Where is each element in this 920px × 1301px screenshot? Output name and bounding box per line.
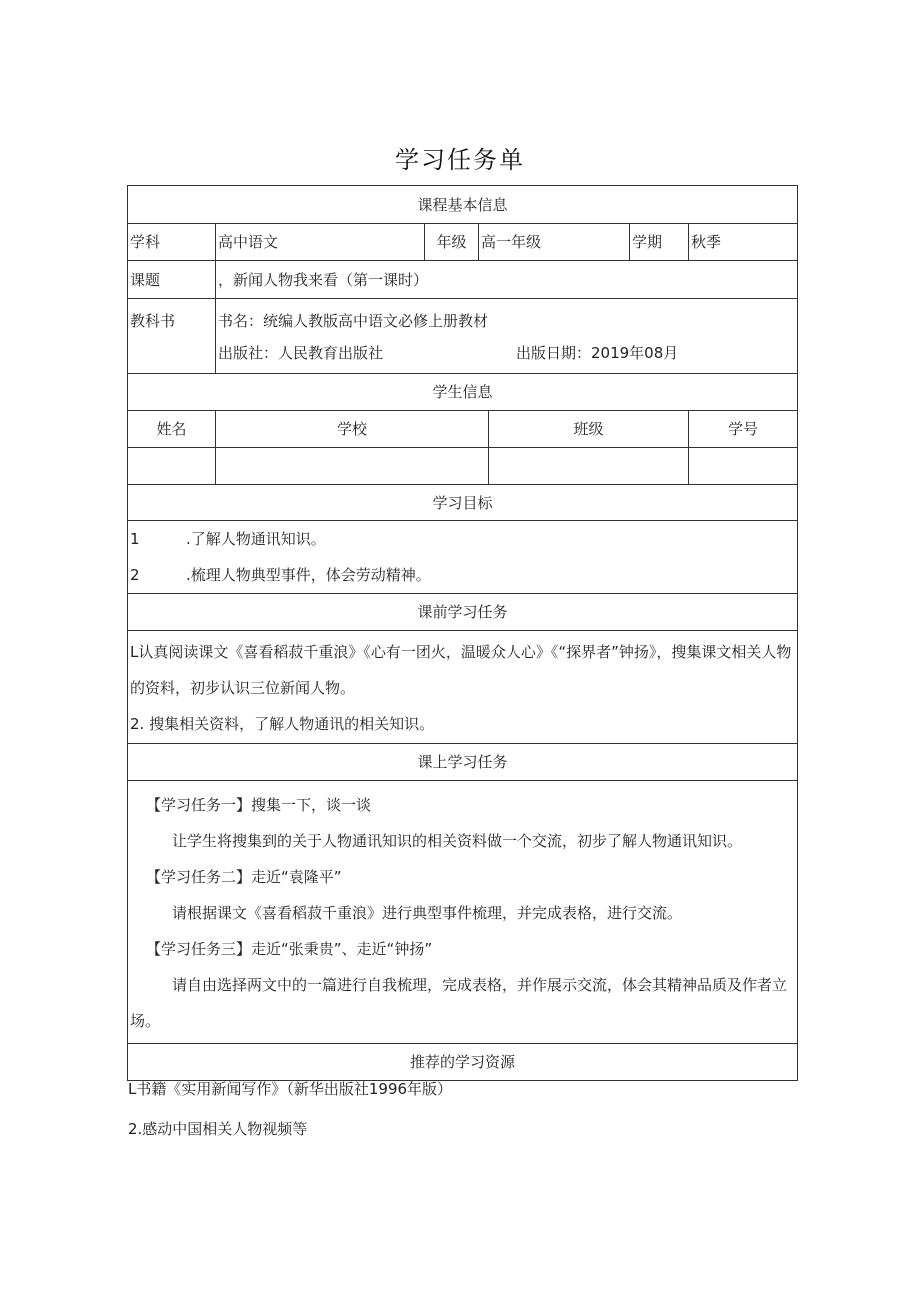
- subject-value: 高中语文: [216, 224, 425, 261]
- grade-value: 高一年级: [479, 224, 630, 261]
- course-info-header: 课程基本信息: [128, 186, 798, 224]
- task-1-title: 【学习任务一】搜集一下，谈一谈: [146, 796, 372, 814]
- pre-class-tasks: [128, 631, 798, 744]
- student-col-id: 学号: [689, 411, 798, 448]
- resources-header: 推荐的学习资源: [128, 1044, 798, 1081]
- publisher-line: [218, 337, 795, 369]
- term-value: 秋季: [689, 224, 798, 261]
- student-col-school: 学校: [216, 411, 489, 448]
- grade-label: 年级: [425, 224, 479, 261]
- task-2-body: 请根据课文《喜看稻菽千重浪》进行典型事件梳理，并完成表格，进行交流。: [172, 904, 683, 922]
- goal-number: 1: [130, 530, 140, 548]
- goal-number: 2: [130, 566, 140, 584]
- task-3-title: 【学习任务三】走近“张秉贵”、走近“钟扬”: [146, 940, 433, 958]
- book-name: 书名：统编人教版高中语文必修上册教材: [218, 312, 489, 330]
- goal-text: .了解人物通讯知识。: [186, 530, 326, 548]
- goal-text: .梳理人物典型事件，体会劳动精神。: [186, 566, 431, 584]
- resource-item-2: 2.感动中国相关人物视频等: [128, 1120, 308, 1138]
- pre-task-1: L认真阅读课文《喜看稻菽千重浪》《心有一团火，温暖众人心》《“探界者”钟扬》，搜集课文相关人物的资料，初步认识三位新闻人物。: [130, 643, 792, 697]
- student-name-field[interactable]: [128, 448, 216, 485]
- task-2-title: 【学习任务二】走近“袁隆平”: [146, 868, 342, 886]
- term-label: 学期: [630, 224, 689, 261]
- pre-class-header: 课前学习任务: [128, 594, 798, 631]
- task-3-body: 请自由选择两文中的一篇进行自我梳理，完成表格，并作展示交流，体会其精神品质及作者立场。: [130, 976, 788, 1030]
- subject-label: 学科: [128, 224, 216, 261]
- in-class-header: 课上学习任务: [128, 744, 798, 781]
- student-info-header: 学生信息: [128, 374, 798, 411]
- textbook-info: [216, 299, 798, 374]
- goals-list: [128, 521, 798, 594]
- goal-item: [130, 557, 795, 593]
- topic-value: ，新闻人物我来看（第一课时）: [216, 261, 798, 299]
- student-col-class: 班级: [489, 411, 689, 448]
- topic-label: 课题: [128, 261, 216, 299]
- student-class-field[interactable]: [489, 448, 689, 485]
- textbook-label-text: 教科书: [130, 312, 176, 330]
- publish-date: 出版日期：2019年08月: [516, 344, 679, 362]
- student-school-field[interactable]: [216, 448, 489, 485]
- textbook-label: [128, 299, 216, 374]
- publisher: 出版社：人民教育出版社: [218, 344, 384, 362]
- task-sheet-table: [127, 185, 798, 1081]
- student-col-name: 姓名: [128, 411, 216, 448]
- student-id-field[interactable]: [689, 448, 798, 485]
- in-class-tasks: [128, 781, 798, 1044]
- pre-task-2: 2. 搜集相关资料，了解人物通讯的相关知识。: [130, 715, 435, 733]
- task-1-body: 让学生将搜集到的关于人物通讯知识的相关资料做一个交流，初步了解人物通讯知识。: [172, 832, 743, 850]
- page-title: 学习任务单: [395, 146, 525, 174]
- goal-item: [130, 521, 795, 557]
- resource-item-1: L书籍《实用新闻写作》（新华出版社1996年版）: [128, 1080, 453, 1098]
- goals-header: 学习目标: [128, 485, 798, 521]
